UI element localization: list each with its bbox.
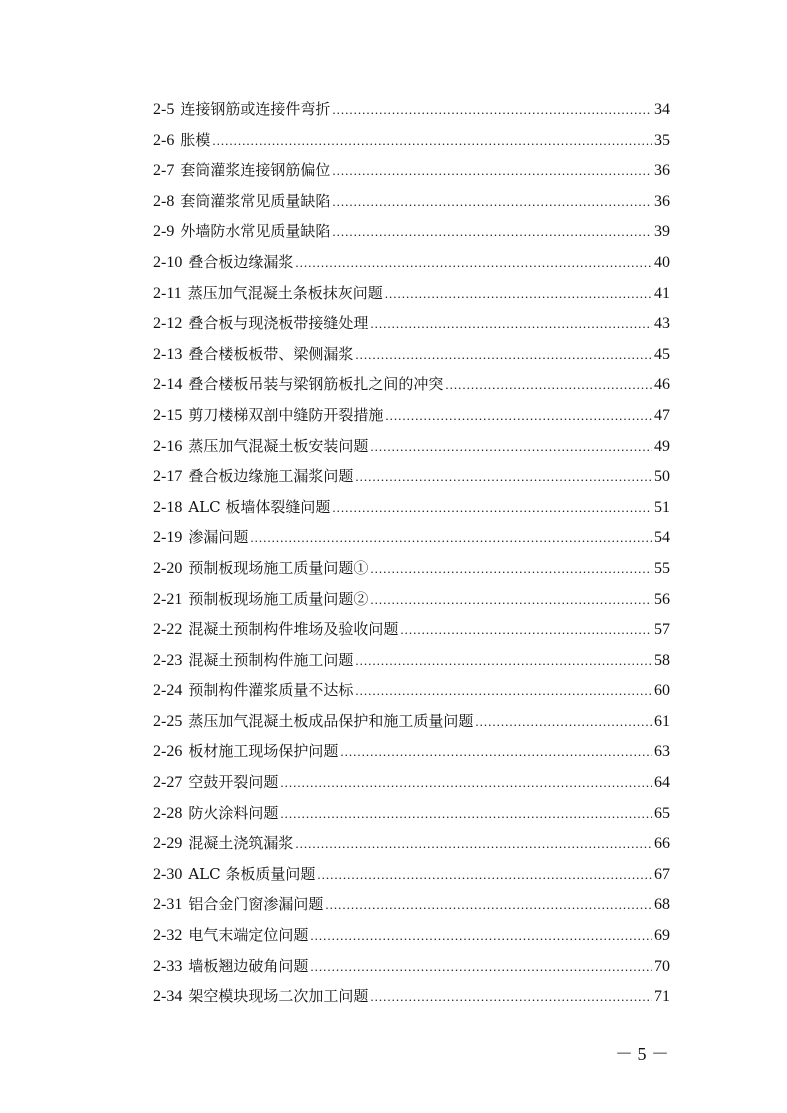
toc-entry[interactable] bbox=[153, 798, 670, 829]
toc-dot-leader bbox=[310, 952, 652, 983]
toc-entry[interactable] bbox=[153, 828, 670, 859]
toc-entry[interactable] bbox=[153, 767, 670, 798]
toc-entry[interactable] bbox=[153, 951, 670, 982]
toc-entry-number: 2-27 bbox=[153, 774, 183, 792]
toc-dot-leader bbox=[317, 860, 652, 891]
toc-entry-page: 69 bbox=[654, 927, 670, 945]
toc-entry-number: 2-34 bbox=[153, 988, 183, 1006]
toc-entry-title: 胀模 bbox=[180, 130, 211, 149]
toc-dot-leader bbox=[280, 768, 652, 799]
toc-entry[interactable] bbox=[153, 553, 670, 584]
table-of-contents bbox=[153, 94, 670, 1012]
toc-entry[interactable] bbox=[153, 431, 670, 462]
toc-entry[interactable] bbox=[153, 614, 670, 645]
toc-entry-title: ALC 条板质量问题 bbox=[188, 864, 316, 883]
toc-entry-page: 60 bbox=[654, 682, 670, 700]
toc-entry-number: 2-10 bbox=[153, 253, 183, 271]
toc-dot-leader bbox=[370, 309, 652, 340]
toc-entry-page: 51 bbox=[654, 498, 670, 516]
toc-entry[interactable] bbox=[153, 645, 670, 676]
toc-entry-page: 66 bbox=[654, 835, 670, 853]
toc-dot-leader bbox=[295, 829, 652, 860]
toc-entry-title: 预制板现场施工质量问题① bbox=[188, 558, 369, 577]
toc-entry-title: 叠合板与现浇板带接缝处理 bbox=[188, 314, 369, 333]
toc-entry-number: 2-11 bbox=[153, 284, 182, 302]
toc-dot-leader bbox=[445, 370, 652, 401]
toc-entry-number: 2-26 bbox=[153, 743, 183, 761]
toc-entry-page: 35 bbox=[654, 131, 670, 149]
toc-dot-leader bbox=[340, 737, 652, 768]
toc-dot-leader bbox=[355, 462, 652, 493]
toc-entry-page: 47 bbox=[654, 406, 670, 424]
toc-entry[interactable] bbox=[153, 889, 670, 920]
toc-entry-number: 2-5 bbox=[153, 101, 175, 118]
toc-entry-title: 剪刀楼梯双剖中缝防开裂措施 bbox=[188, 405, 384, 424]
toc-dot-leader bbox=[370, 554, 652, 585]
toc-dot-leader bbox=[355, 676, 652, 707]
toc-entry-title: 墙板翘边破角问题 bbox=[188, 956, 309, 975]
toc-entry-title: 蒸压加气混凝土条板抹灰问题 bbox=[187, 283, 383, 302]
toc-entry[interactable] bbox=[153, 492, 670, 523]
toc-entry-title: 套筒灌浆连接钢筋偏位 bbox=[180, 161, 331, 180]
toc-dot-leader bbox=[332, 156, 652, 187]
toc-entry-title: 叠合板边缘漏浆 bbox=[188, 252, 294, 271]
toc-entry-page: 65 bbox=[654, 804, 670, 822]
toc-entry-number: 2-17 bbox=[153, 468, 183, 486]
toc-entry-title: 叠合楼板吊装与梁钢筋板扎之间的冲突 bbox=[188, 375, 444, 394]
toc-entry[interactable] bbox=[153, 981, 670, 1012]
toc-dot-leader bbox=[332, 217, 652, 248]
toc-entry[interactable] bbox=[153, 584, 670, 615]
toc-entry-page: 64 bbox=[654, 774, 670, 792]
toc-entry-page: 58 bbox=[654, 651, 670, 669]
toc-entry[interactable] bbox=[153, 125, 670, 156]
toc-entry[interactable] bbox=[153, 736, 670, 767]
toc-entry-title: 预制构件灌浆质量不达标 bbox=[188, 681, 354, 700]
toc-entry-page: 46 bbox=[654, 376, 670, 394]
toc-entry-page: 55 bbox=[654, 559, 670, 577]
toc-entry-title: 渗漏问题 bbox=[188, 528, 249, 547]
toc-entry-number: 2-30 bbox=[153, 865, 183, 883]
toc-entry-number: 2-28 bbox=[153, 804, 183, 822]
toc-dot-leader bbox=[332, 187, 652, 218]
toc-entry-title: 套筒灌浆常见质量缺陷 bbox=[180, 191, 331, 210]
toc-dot-leader bbox=[385, 401, 652, 432]
toc-dot-leader bbox=[355, 646, 652, 677]
toc-dot-leader bbox=[295, 248, 652, 279]
toc-entry-number: 2-15 bbox=[153, 406, 183, 424]
toc-entry-number: 2-22 bbox=[153, 621, 183, 639]
toc-dot-leader bbox=[250, 523, 652, 554]
toc-entry-title: 混凝土预制构件施工问题 bbox=[188, 650, 354, 669]
toc-entry-page: 63 bbox=[654, 743, 670, 761]
toc-entry-number: 2-23 bbox=[153, 651, 183, 669]
toc-entry-title: 空鼓开裂问题 bbox=[188, 773, 279, 792]
toc-entry-title: 外墙防水常见质量缺陷 bbox=[180, 222, 331, 241]
toc-entry-number: 2-6 bbox=[153, 131, 175, 149]
toc-entry-title: 蒸压加气混凝土板安装问题 bbox=[188, 436, 369, 455]
toc-entry[interactable] bbox=[153, 308, 670, 339]
toc-entry-page: 41 bbox=[654, 284, 670, 302]
toc-entry-page: 61 bbox=[654, 712, 670, 730]
toc-dot-leader bbox=[475, 707, 652, 738]
toc-entry-number: 2-16 bbox=[153, 437, 183, 455]
toc-entry[interactable] bbox=[153, 216, 670, 247]
toc-entry[interactable] bbox=[153, 278, 670, 309]
toc-entry-page: 39 bbox=[654, 223, 670, 241]
toc-entry-title: 叠合楼板板带、梁侧漏浆 bbox=[188, 344, 354, 363]
toc-dot-leader bbox=[355, 340, 652, 371]
toc-entry[interactable] bbox=[153, 920, 670, 951]
toc-entry-number: 2-8 bbox=[153, 192, 175, 210]
toc-entry-page: 71 bbox=[654, 988, 670, 1006]
toc-dot-leader bbox=[310, 921, 652, 952]
toc-entry[interactable] bbox=[153, 339, 670, 370]
toc-dot-leader bbox=[370, 432, 652, 463]
toc-entry-title: 蒸压加气混凝土板成品保护和施工质量问题 bbox=[188, 711, 474, 730]
toc-entry-page: 50 bbox=[654, 468, 670, 486]
toc-entry-number: 2-19 bbox=[153, 529, 183, 547]
toc-dot-leader bbox=[332, 95, 652, 126]
toc-entry-title: 混凝土浇筑漏浆 bbox=[188, 834, 294, 853]
toc-entry[interactable] bbox=[153, 706, 670, 737]
toc-entry-title: 板材施工现场保护问题 bbox=[188, 742, 339, 761]
toc-entry-page: 70 bbox=[654, 957, 670, 975]
toc-entry-title: 电气末端定位问题 bbox=[188, 926, 309, 945]
toc-entry[interactable] bbox=[153, 461, 670, 492]
toc-entry-title: 连接钢筋或连接件弯折 bbox=[180, 100, 331, 118]
toc-entry-title: 预制板现场施工质量问题② bbox=[188, 589, 369, 608]
toc-entry-number: 2-29 bbox=[153, 835, 183, 853]
toc-entry-number: 2-25 bbox=[153, 712, 183, 730]
toc-entry[interactable] bbox=[153, 155, 670, 186]
toc-entry-page: 67 bbox=[654, 865, 670, 883]
toc-entry-page: 68 bbox=[654, 896, 670, 914]
toc-entry-number: 2-20 bbox=[153, 559, 183, 577]
toc-entry[interactable] bbox=[153, 247, 670, 278]
toc-entry-number: 2-31 bbox=[153, 896, 183, 914]
toc-entry-page: 43 bbox=[654, 315, 670, 333]
toc-dot-leader bbox=[332, 493, 652, 524]
toc-entry-title: ALC 板墙体裂缝问题 bbox=[188, 497, 331, 516]
toc-dot-leader bbox=[280, 799, 652, 830]
toc-entry[interactable] bbox=[153, 400, 670, 431]
toc-entry-number: 2-33 bbox=[153, 957, 183, 975]
toc-dot-leader bbox=[370, 982, 652, 1013]
toc-entry-page: 49 bbox=[654, 437, 670, 455]
toc-entry-title: 叠合板边缘施工漏浆问题 bbox=[188, 467, 354, 486]
toc-entry-page: 56 bbox=[654, 590, 670, 608]
toc-entry-number: 2-13 bbox=[153, 345, 183, 363]
toc-entry-title: 架空模块现场二次加工问题 bbox=[188, 987, 369, 1006]
toc-entry[interactable] bbox=[153, 186, 670, 217]
page-number: － 5 － bbox=[615, 1044, 669, 1064]
toc-entry-number: 2-14 bbox=[153, 376, 183, 394]
toc-entry-page: 36 bbox=[654, 162, 670, 180]
toc-entry-number: 2-21 bbox=[153, 590, 183, 608]
toc-dot-leader bbox=[325, 890, 652, 921]
toc-entry[interactable] bbox=[153, 675, 670, 706]
toc-dot-leader bbox=[400, 615, 652, 646]
toc-entry-title: 防火涂料问题 bbox=[188, 803, 279, 822]
toc-dot-leader bbox=[212, 126, 652, 157]
toc-entry-page: 54 bbox=[654, 529, 670, 547]
toc-entry-page: 36 bbox=[654, 192, 670, 210]
toc-entry[interactable] bbox=[153, 859, 670, 890]
toc-entry-page: 34 bbox=[654, 101, 670, 118]
toc-entry-number: 2-12 bbox=[153, 315, 183, 333]
toc-entry[interactable] bbox=[153, 94, 670, 125]
toc-entry-number: 2-9 bbox=[153, 223, 175, 241]
toc-entry-number: 2-7 bbox=[153, 162, 175, 180]
toc-entry[interactable] bbox=[153, 369, 670, 400]
toc-entry-title: 铝合金门窗渗漏问题 bbox=[188, 895, 324, 914]
toc-dot-leader bbox=[370, 585, 652, 616]
toc-entry-page: 57 bbox=[654, 621, 670, 639]
toc-entry-page: 40 bbox=[654, 253, 670, 271]
toc-entry-title: 混凝土预制构件堆场及验收问题 bbox=[188, 620, 399, 639]
toc-entry-number: 2-32 bbox=[153, 927, 183, 945]
toc-entry-page: 45 bbox=[654, 345, 670, 363]
toc-entry[interactable] bbox=[153, 522, 670, 553]
toc-dot-leader bbox=[385, 279, 652, 310]
toc-entry-number: 2-18 bbox=[153, 498, 183, 516]
toc-entry-number: 2-24 bbox=[153, 682, 183, 700]
